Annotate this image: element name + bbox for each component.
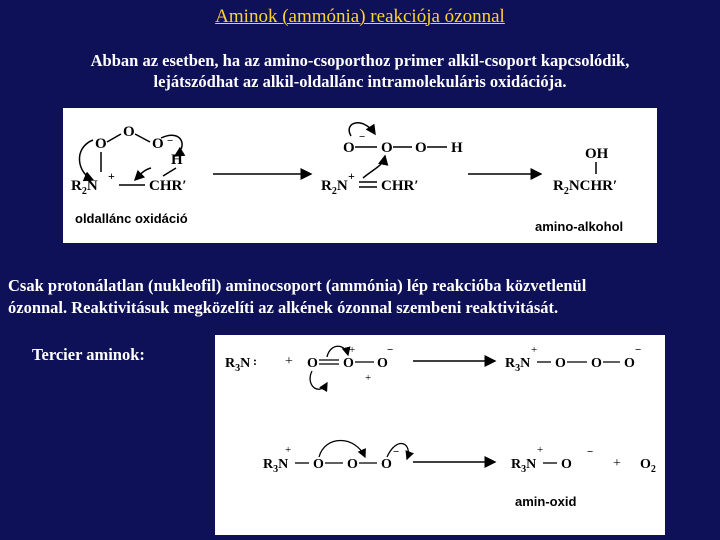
svg-text:O: O [95, 136, 107, 152]
scheme2-label-amine-oxide: amin-oxid [515, 494, 577, 509]
svg-text:+: + [285, 354, 293, 369]
svg-text:−: − [587, 446, 594, 458]
intermediate-structure [321, 123, 463, 197]
tertiary-amines-label: Tercier aminok: [32, 345, 145, 364]
svg-text:−: − [387, 344, 394, 356]
row2-reactant [263, 441, 408, 476]
row1-product [505, 344, 641, 374]
svg-text:R3N: $R_3N$ [511, 457, 537, 475]
svg-text:O: O [561, 457, 572, 472]
svg-text::: : [253, 354, 257, 368]
svg-text:R3N: $R_3N$ [263, 457, 289, 475]
svg-text:O2: $O_2$ [640, 457, 656, 475]
scheme1-label-amino-alcohol: amino-alkohol [535, 219, 624, 234]
svg-text:R2NCHR′: $R_2NCHR'$ [553, 178, 618, 197]
reaction-scheme-tertiary-amines [215, 335, 665, 535]
reactant-ozonide [71, 124, 187, 197]
svg-text:OH: OH [585, 146, 609, 162]
svg-text:+: + [108, 169, 115, 183]
row2-product [511, 444, 656, 475]
svg-text:O: O [307, 356, 318, 371]
svg-text:O: O [555, 356, 566, 371]
para-line-2: ózonnal. Reaktivitásuk megközelíti az alkének ózonnal szembeni reaktivitását. [8, 298, 559, 317]
svg-text:+: + [537, 444, 544, 456]
para-line-1: Csak protonálatlan (nukleofil) aminocsoport (ammónia) lép reakcióba közvetlenül [8, 276, 587, 295]
intro-line-1: Abban az esetben, ha az amino-csoporthoz primer alkil-csoport kapcsolódik, [90, 51, 630, 70]
svg-text:O: O [343, 140, 355, 156]
svg-text:O: O [347, 457, 358, 472]
svg-text:+: + [613, 456, 621, 471]
svg-text:−: − [167, 135, 174, 147]
svg-text:O: O [624, 356, 635, 371]
svg-text:+: + [348, 169, 355, 183]
svg-text:H: H [171, 152, 183, 168]
svg-text:O: O [123, 124, 135, 140]
scheme1-drawing [63, 108, 657, 243]
svg-text:−: − [635, 344, 642, 356]
svg-text:O: O [381, 140, 393, 156]
reactivity-paragraph [8, 275, 716, 319]
svg-text:CHR′: CHR′ [149, 178, 187, 194]
svg-text:O: O [152, 136, 164, 152]
intro-line-2: lejátszódhat az alkil-oldallánc intramolekuláris oxidációja. [153, 72, 567, 91]
svg-text:−: − [393, 446, 400, 458]
svg-text:O: O [343, 356, 354, 371]
svg-text:+: + [531, 344, 538, 356]
reaction-scheme-side-chain-oxidation [63, 108, 657, 243]
svg-text:−: − [359, 131, 366, 143]
svg-text:H: H [451, 140, 463, 156]
scheme1-label-side-chain-oxidation: oldallánc oxidáció [75, 211, 188, 226]
product-amino-alcohol [553, 146, 617, 197]
scheme2-drawing [215, 335, 665, 535]
svg-text:R3N: $R_3N$ [225, 356, 251, 374]
svg-text:O: O [591, 356, 602, 371]
svg-text:O: O [381, 457, 392, 472]
svg-text:+: + [285, 444, 292, 456]
svg-text:CHR′: CHR′ [381, 178, 419, 194]
svg-text:+: + [349, 344, 356, 356]
svg-text:R2N: $R_2N$ [321, 178, 348, 197]
svg-text:R2N: $R_2N$ [71, 178, 98, 197]
intro-text [0, 50, 720, 92]
slide-title: Aminok (ammónia) reakciója ózonnal [215, 6, 505, 27]
svg-text:O: O [415, 140, 427, 156]
svg-text:O: O [377, 356, 388, 371]
svg-text:R3N: $R_3N$ [505, 356, 531, 374]
svg-text:O: O [313, 457, 324, 472]
row1-reactants [225, 344, 393, 389]
svg-text:+: + [365, 372, 372, 384]
